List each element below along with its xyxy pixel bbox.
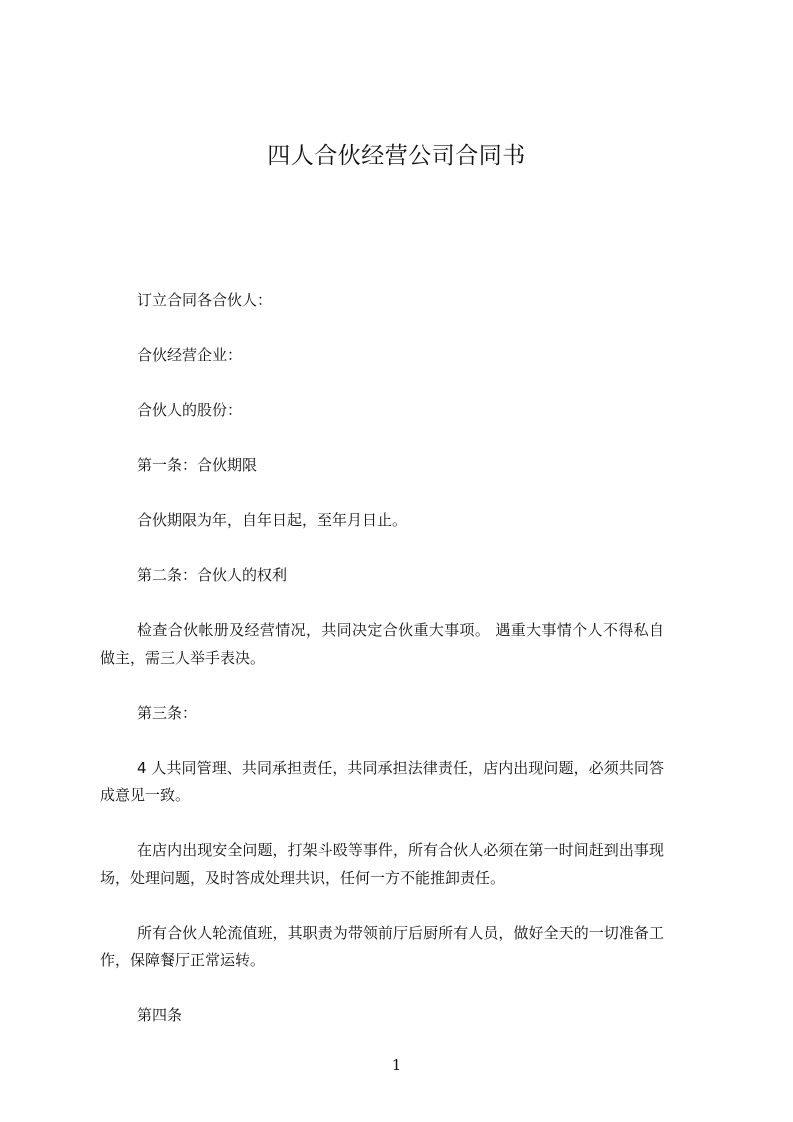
article-four-heading: 第四条 xyxy=(137,1006,183,1024)
paragraph-safety: 在店内出现安全问题，打架斗殴等事件，所有合伙人必须在第一时间赶到出事现场，处理问题，及时答成处理共识，任何一方不能推卸责任。 xyxy=(100,841,664,887)
page-number: 1 xyxy=(391,1056,402,1074)
document-body xyxy=(100,287,701,1057)
article-three-heading: 第三条： xyxy=(137,703,198,722)
paragraph-parties: 订立合同各合伙人： xyxy=(137,291,273,309)
paragraph-enterprise: 合伙经营企业： xyxy=(137,346,243,364)
paragraph-duty-rotation: 所有合伙人轮流值班，其职责为带领前厅后厨所有人员，做好全天的一切准备工作，保障餐厅正常运转。 xyxy=(100,923,664,969)
paragraph-shares: 合伙人的股份： xyxy=(137,401,243,419)
article-one-heading: 第一条：合伙期限 xyxy=(137,456,258,474)
paragraph-rights: 检查合伙帐册及经营情况，共同决定合伙重大事项。 遇重大事情个人不得私自做主，需三人举手表决。 xyxy=(100,621,664,667)
article-two-heading: 第二条：合伙人的权利 xyxy=(137,566,288,584)
paragraph-joint-management: 4 人共同管理、共同承担责任，共同承担法律责任，店内出现问题，必须共同答成意见一致。 xyxy=(100,758,664,804)
document-title: 四人合伙经营公司合同书 xyxy=(267,143,526,169)
paragraph-term: 合伙期限为年，自年日起，至年月日止。 xyxy=(137,511,408,529)
